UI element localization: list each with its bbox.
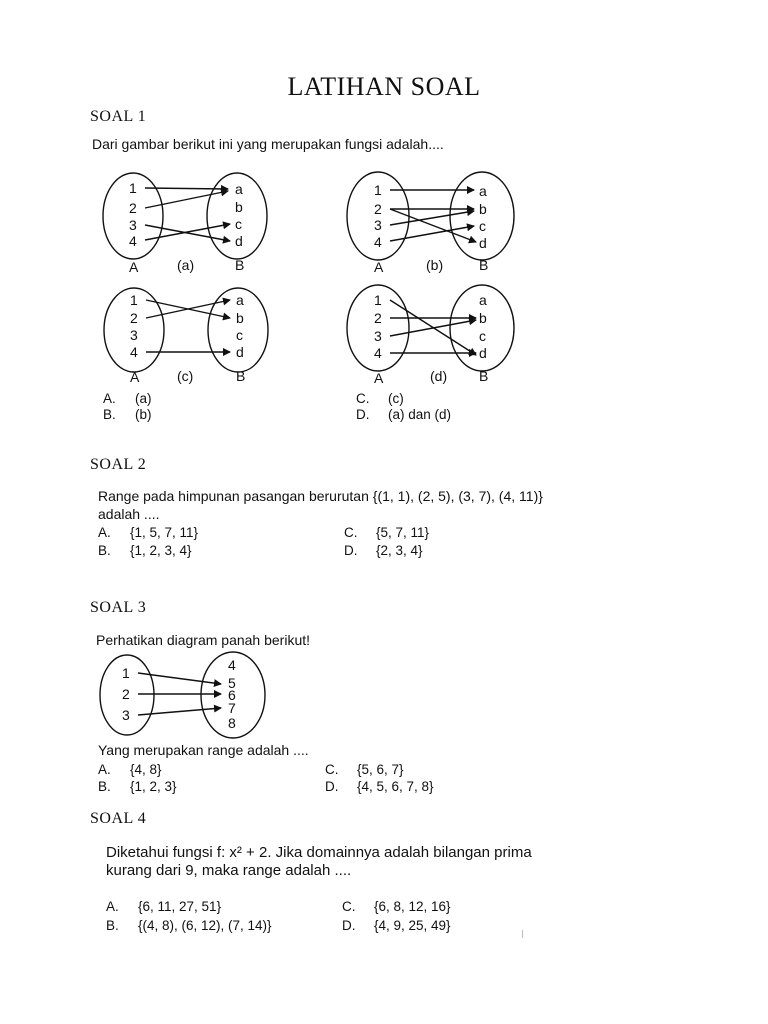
- option-letter: B.: [98, 543, 111, 558]
- option-text: {6, 8, 12, 16}: [374, 899, 451, 914]
- soal-4-option-a: [106, 899, 221, 914]
- diagram-c-tag: (c): [177, 368, 194, 384]
- diagram-a-codomain-label: B: [235, 257, 245, 273]
- soal-3-right-3: 6: [228, 687, 236, 703]
- soal-4-question-line-2: kurang dari 9, maka range adalah ....: [106, 862, 352, 879]
- diagram-a-left-1: 1: [129, 180, 137, 196]
- soal-3-left-3: 3: [122, 707, 130, 723]
- diagram-b-right-2: b: [479, 201, 487, 217]
- soal-3-option-b: [98, 779, 177, 794]
- margin-mark: [522, 930, 523, 938]
- soal-1-option-a: [103, 391, 152, 406]
- diagram-b-right-1: a: [479, 183, 487, 199]
- option-letter: C.: [356, 391, 370, 406]
- option-text: {5, 6, 7}: [357, 762, 404, 777]
- diagram-c-right-3: c: [236, 327, 243, 343]
- soal-1-option-b: [103, 407, 152, 422]
- soal-1-heading: SOAL 1: [90, 108, 147, 125]
- diagram-b-tag: (b): [426, 257, 444, 273]
- diagram-b-left-4: 4: [374, 234, 382, 250]
- option-text: {5, 7, 11}: [376, 525, 430, 540]
- diagram-a-left-2: 2: [129, 200, 137, 216]
- diagram-d-left-2: 2: [374, 310, 382, 326]
- diagram-b-left-1: 1: [374, 182, 382, 198]
- diagram-b-right-3: c: [479, 218, 486, 234]
- soal-3-right-4: 7: [228, 700, 236, 716]
- soal-2-option-d: [344, 543, 423, 558]
- soal-4-question-line-1: Diketahui fungsi f: x² + 2. Jika domainnya adalah bilangan prima: [106, 844, 532, 861]
- diagram-d-right-3: c: [479, 328, 486, 344]
- option-text: (b): [135, 407, 152, 422]
- soal-2-question-line-2: adalah ....: [98, 506, 160, 522]
- soal-3-option-a: [98, 762, 162, 777]
- option-letter: B.: [98, 779, 111, 794]
- soal-3-right-2: 5: [228, 675, 236, 691]
- soal-3-left-1: 1: [122, 665, 130, 681]
- diagram-d-right-2: b: [479, 310, 487, 326]
- option-letter: D.: [325, 779, 339, 794]
- option-letter: C.: [344, 525, 358, 540]
- soal-2-option-b: [98, 543, 192, 558]
- soal-3-left-2: 2: [122, 686, 130, 702]
- option-text: (a): [135, 391, 152, 406]
- option-text: {4, 8}: [130, 762, 162, 777]
- option-text: (a) dan (d): [388, 407, 452, 422]
- option-letter: A.: [98, 762, 111, 777]
- soal-4-option-c: [342, 899, 451, 914]
- soal-3-question: Perhatikan diagram panah berikut!: [96, 632, 311, 648]
- diagram-c-right-2: b: [236, 310, 244, 326]
- option-text: {6, 11, 27, 51}: [138, 899, 222, 914]
- diagram-b: [347, 172, 514, 260]
- diagram-c-codomain-label: B: [236, 368, 246, 384]
- diagram-d-left-1: 1: [374, 292, 382, 308]
- diagram-b-domain-label: A: [374, 259, 384, 275]
- diagram-a-right-4: d: [235, 233, 243, 249]
- diagram-c-left-4: 4: [130, 344, 138, 360]
- diagram-d-right-4: d: [479, 345, 487, 361]
- soal-1-option-c: [356, 391, 404, 406]
- option-text: {2, 3, 4}: [376, 543, 423, 558]
- soal-2-heading: SOAL 2: [90, 456, 147, 473]
- option-letter: D.: [356, 407, 370, 422]
- soal-3-option-d: [325, 779, 434, 794]
- diagram-d-domain-label: A: [374, 370, 384, 386]
- diagram-a-domain-label: A: [129, 259, 139, 275]
- diagram-d-right-1: a: [479, 292, 487, 308]
- option-letter: B.: [106, 918, 119, 933]
- option-letter: C.: [342, 899, 356, 914]
- soal-1-question: Dari gambar berikut ini yang merupakan fungsi adalah....: [92, 136, 444, 152]
- option-letter: A.: [98, 525, 111, 540]
- soal-4-heading: SOAL 4: [90, 810, 147, 827]
- soal-3-right-5: 8: [228, 715, 236, 731]
- soal-4-option-b: [106, 918, 272, 933]
- option-letter: C.: [325, 762, 339, 777]
- soal-3-heading: SOAL 3: [90, 599, 147, 616]
- diagram-c-left-2: 2: [130, 310, 138, 326]
- option-text: {1, 5, 7, 11}: [130, 525, 199, 540]
- soal-1-option-d: [356, 407, 451, 422]
- option-letter: D.: [342, 918, 356, 933]
- diagram-d-tag: (d): [430, 368, 448, 384]
- diagram-c-right-4: d: [236, 344, 244, 360]
- diagram-a-left-4: 4: [129, 233, 137, 249]
- diagram-b-codomain-label: B: [479, 257, 489, 273]
- page-title: LATIHAN SOAL: [287, 72, 481, 101]
- soal-3-prompt: Yang merupakan range adalah ....: [98, 742, 309, 758]
- option-text: {4, 5, 6, 7, 8}: [357, 779, 434, 794]
- diagram-d-left-3: 3: [374, 328, 382, 344]
- diagram-d: [347, 285, 514, 371]
- option-text: {1, 2, 3, 4}: [130, 543, 192, 558]
- option-letter: A.: [106, 899, 119, 914]
- soal-2-question-line-1: Range pada himpunan pasangan berurutan {(1, 1), (2, 5), (3, 7), (4, 11)}: [98, 488, 543, 504]
- diagram-b-left-3: 3: [374, 217, 382, 233]
- diagram-a-tag: (a): [177, 257, 195, 273]
- diagram-c-domain-label: A: [130, 369, 140, 385]
- diagram-c-left-1: 1: [130, 292, 138, 308]
- option-text: (c): [388, 391, 404, 406]
- option-text: {(4, 8), (6, 12), (7, 14)}: [138, 918, 272, 933]
- diagram-c-right-1: a: [236, 292, 244, 308]
- option-letter: B.: [103, 407, 116, 422]
- option-letter: A.: [103, 391, 116, 406]
- option-text: {4, 9, 25, 49}: [374, 918, 451, 933]
- diagram-d-left-4: 4: [374, 345, 382, 361]
- diagram-b-right-4: d: [479, 235, 487, 251]
- soal-3-option-c: [325, 762, 404, 777]
- diagram-a-right-1: a: [235, 181, 243, 197]
- soal-4-option-d: [342, 918, 451, 933]
- diagram-b-left-2: 2: [374, 201, 382, 217]
- diagram-a-right-3: c: [235, 216, 242, 232]
- option-letter: D.: [344, 543, 358, 558]
- soal-2-option-a: [98, 525, 198, 540]
- diagram-c-left-3: 3: [130, 327, 138, 343]
- option-text: {1, 2, 3}: [130, 779, 177, 794]
- soal-2-option-c: [344, 525, 429, 540]
- diagram-a-right-2: b: [235, 199, 243, 215]
- soal-3-right-1: 4: [228, 657, 236, 673]
- diagram-d-codomain-label: B: [479, 368, 489, 384]
- diagram-a-left-3: 3: [129, 217, 137, 233]
